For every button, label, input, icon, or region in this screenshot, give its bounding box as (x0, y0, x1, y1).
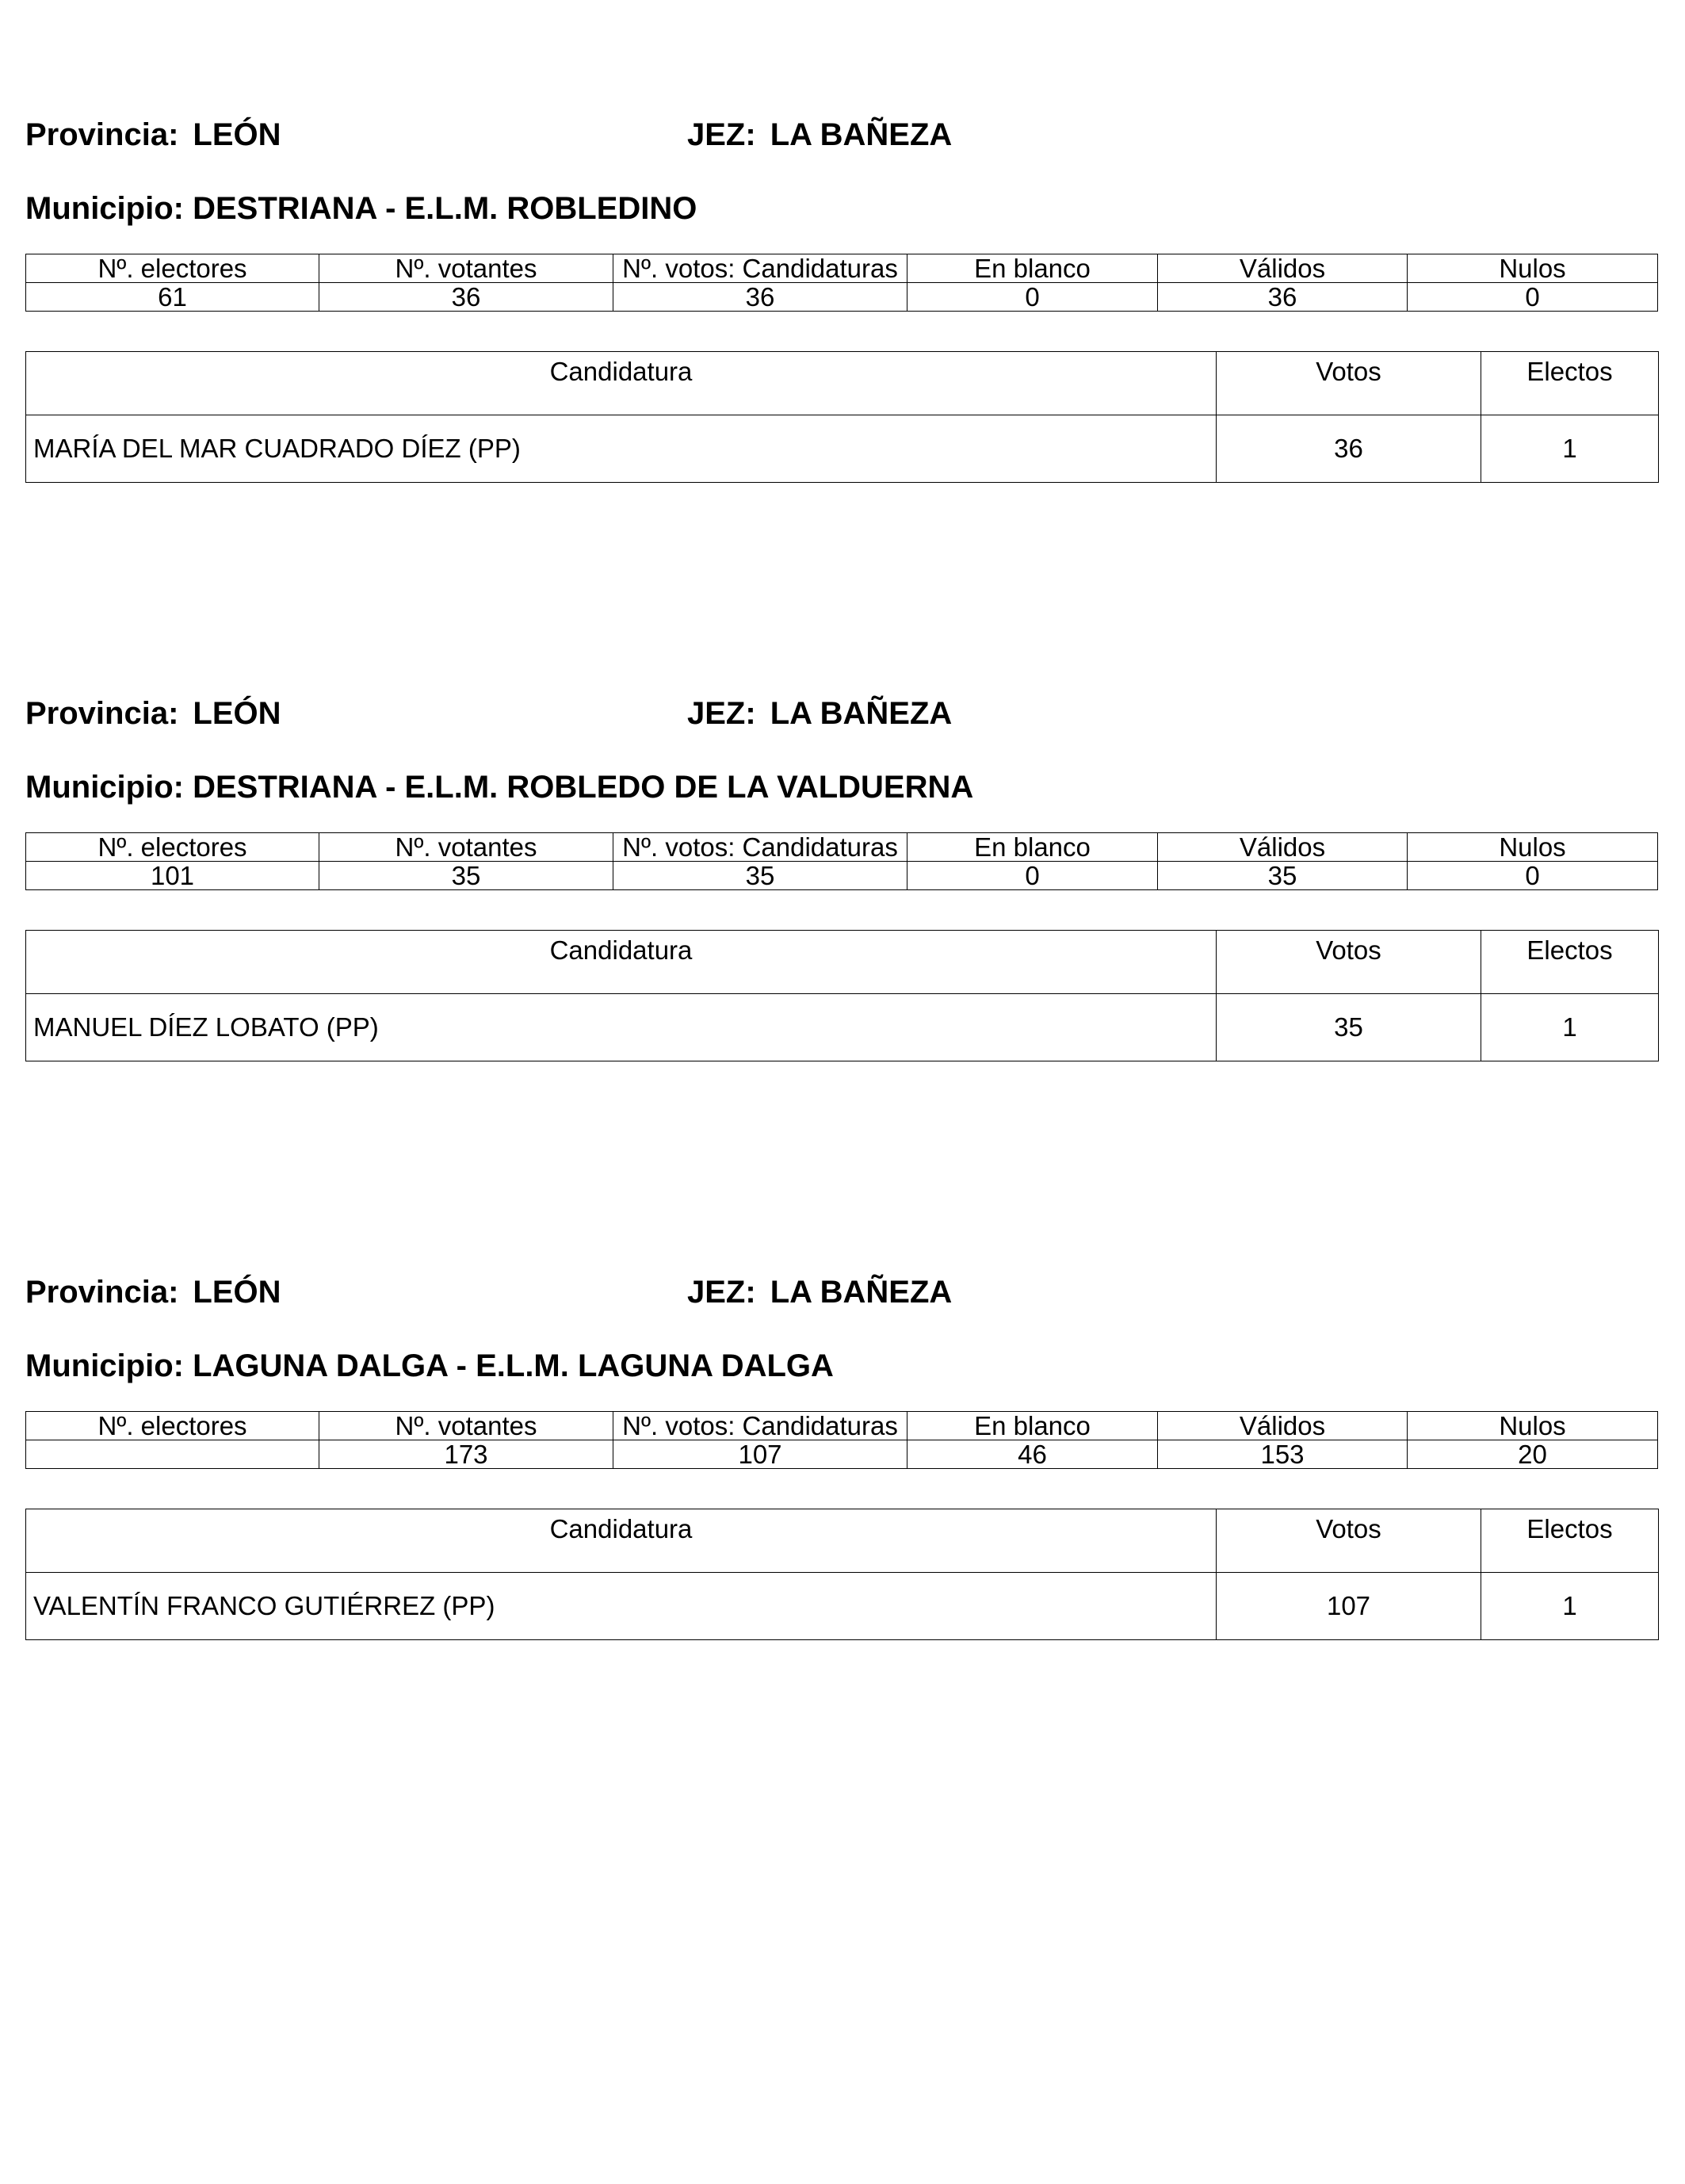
jez-label: JEZ: (687, 117, 756, 152)
provincia-line (25, 1273, 953, 1311)
jez-line (687, 1273, 952, 1311)
municipio-label: Municipio: (25, 191, 184, 226)
jez-value: LA BAÑEZA (770, 696, 953, 731)
value-votantes: 173 (319, 1440, 613, 1469)
value-votos-candidaturas: 35 (613, 861, 907, 890)
header-votos: Votos (1217, 352, 1481, 415)
header-electos: Electos (1481, 352, 1659, 415)
candidates-table (25, 351, 1659, 483)
provincia-value: LEÓN (193, 1275, 281, 1310)
provincia-line (25, 116, 953, 154)
jez-value: LA BAÑEZA (770, 1275, 953, 1310)
municipio-label: Municipio: (25, 1348, 184, 1383)
header-electores: Nº. electores (25, 254, 319, 282)
municipio-label: Municipio: (25, 770, 184, 805)
municipio-value: DESTRIANA - E.L.M. ROBLEDINO (193, 191, 697, 226)
stats-values-row (25, 282, 1658, 312)
header-validos: Válidos (1158, 832, 1408, 861)
stats-header-row (25, 832, 1658, 861)
stats-header-row (25, 254, 1658, 282)
header-votos-candidaturas: Nº. votos: Candidaturas (613, 832, 907, 861)
value-electores: 101 (25, 861, 319, 890)
header-electores: Nº. electores (25, 1411, 319, 1440)
result-block-2 (25, 694, 1658, 1138)
candidate-row (26, 1573, 1659, 1640)
municipio-value: DESTRIANA - E.L.M. ROBLEDO DE LA VALDUERNA (193, 770, 974, 805)
jez-line (687, 116, 952, 154)
candidate-electos: 1 (1481, 1573, 1659, 1640)
candidates-table (25, 1509, 1659, 1640)
header-votos-candidaturas: Nº. votos: Candidaturas (613, 254, 907, 282)
result-block-1 (25, 116, 1658, 560)
municipio-line (25, 768, 973, 806)
jez-label: JEZ: (687, 1275, 756, 1310)
header-en-blanco: En blanco (907, 1411, 1158, 1440)
header-validos: Válidos (1158, 254, 1408, 282)
candidates-header-row (26, 352, 1659, 415)
value-votantes: 36 (319, 282, 613, 312)
value-validos: 35 (1158, 861, 1408, 890)
header-votos: Votos (1217, 1509, 1481, 1573)
provincia-line (25, 694, 953, 732)
provincia-label: Provincia: (25, 117, 179, 152)
value-votos-candidaturas: 36 (613, 282, 907, 312)
jez-line (687, 694, 952, 732)
header-validos: Válidos (1158, 1411, 1408, 1440)
value-votos-candidaturas: 107 (613, 1440, 907, 1469)
stats-table (25, 832, 1658, 890)
header-electos: Electos (1481, 1509, 1659, 1573)
header-nulos: Nulos (1408, 1411, 1658, 1440)
header-candidatura: Candidatura (26, 1509, 1217, 1573)
header-en-blanco: En blanco (907, 254, 1158, 282)
stats-values-row (25, 861, 1658, 890)
candidate-votos: 35 (1217, 994, 1481, 1061)
header-electos: Electos (1481, 931, 1659, 994)
provincia-label: Provincia: (25, 696, 179, 731)
value-en-blanco: 46 (907, 1440, 1158, 1469)
stats-header-row (25, 1411, 1658, 1440)
header-nulos: Nulos (1408, 254, 1658, 282)
header-electores: Nº. electores (25, 832, 319, 861)
municipio-line (25, 1347, 834, 1385)
provincia-label: Provincia: (25, 1275, 179, 1310)
stats-values-row (25, 1440, 1658, 1469)
municipio-line (25, 189, 697, 228)
header-votantes: Nº. votantes (319, 1411, 613, 1440)
candidate-name: VALENTÍN FRANCO GUTIÉRREZ (PP) (26, 1573, 1217, 1640)
candidates-table (25, 930, 1659, 1061)
candidate-votos: 107 (1217, 1573, 1481, 1640)
value-validos: 36 (1158, 282, 1408, 312)
header-votos: Votos (1217, 931, 1481, 994)
candidate-votos: 36 (1217, 415, 1481, 483)
jez-value: LA BAÑEZA (770, 117, 953, 152)
stats-table (25, 254, 1658, 312)
value-votantes: 35 (319, 861, 613, 890)
candidate-electos: 1 (1481, 415, 1659, 483)
value-electores: 61 (25, 282, 319, 312)
header-candidatura: Candidatura (26, 352, 1217, 415)
header-en-blanco: En blanco (907, 832, 1158, 861)
candidate-name: MANUEL DÍEZ LOBATO (PP) (26, 994, 1217, 1061)
result-block-3 (25, 1273, 1658, 1717)
value-validos: 153 (1158, 1440, 1408, 1469)
municipio-value: LAGUNA DALGA - E.L.M. LAGUNA DALGA (193, 1348, 834, 1383)
candidates-header-row (26, 931, 1659, 994)
header-votantes: Nº. votantes (319, 254, 613, 282)
header-candidatura: Candidatura (26, 931, 1217, 994)
candidate-name: MARÍA DEL MAR CUADRADO DÍEZ (PP) (26, 415, 1217, 483)
stats-table (25, 1411, 1658, 1469)
value-en-blanco: 0 (907, 282, 1158, 312)
value-nulos: 0 (1408, 861, 1658, 890)
candidate-row (26, 994, 1659, 1061)
header-nulos: Nulos (1408, 832, 1658, 861)
jez-label: JEZ: (687, 696, 756, 731)
header-votantes: Nº. votantes (319, 832, 613, 861)
header-votos-candidaturas: Nº. votos: Candidaturas (613, 1411, 907, 1440)
value-nulos: 20 (1408, 1440, 1658, 1469)
provincia-value: LEÓN (193, 117, 281, 152)
value-nulos: 0 (1408, 282, 1658, 312)
value-en-blanco: 0 (907, 861, 1158, 890)
value-electores (25, 1440, 319, 1469)
candidate-row (26, 415, 1659, 483)
candidate-electos: 1 (1481, 994, 1659, 1061)
provincia-value: LEÓN (193, 696, 281, 731)
candidates-header-row (26, 1509, 1659, 1573)
